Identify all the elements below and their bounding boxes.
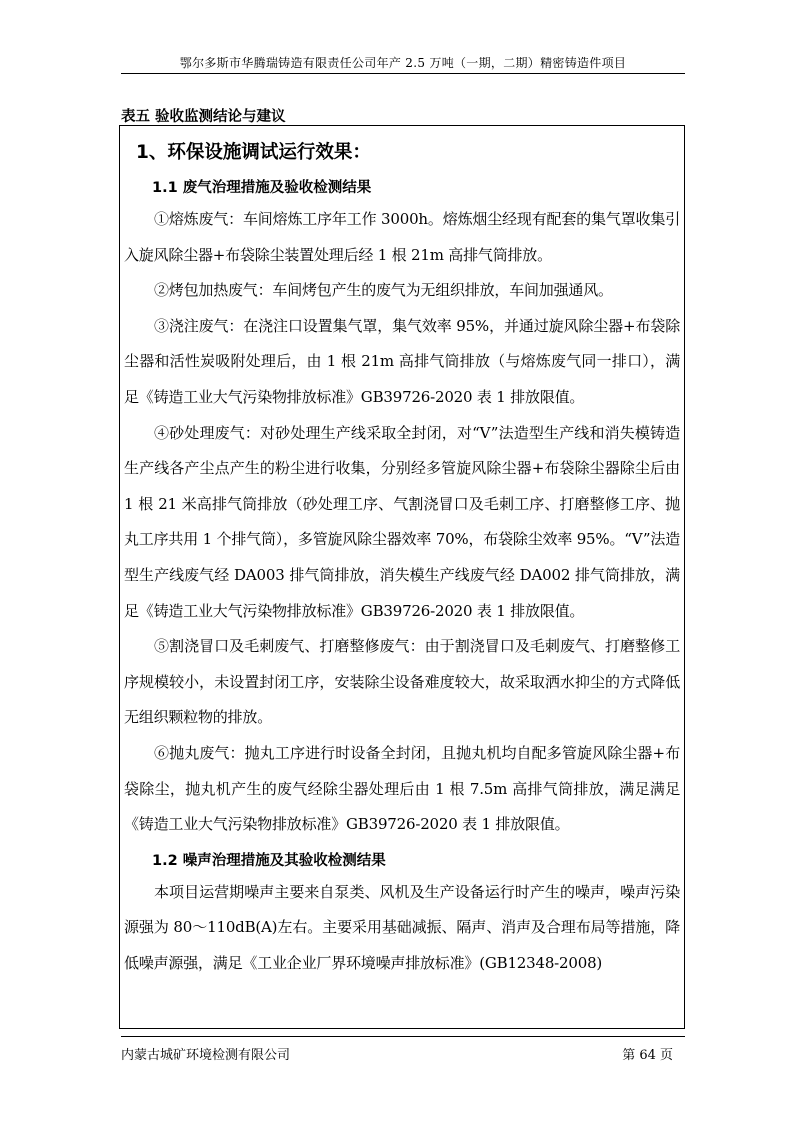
paragraph-gate-burr-grinding-gas: ⑤割浇冒口及毛刺废气、打磨整修废气：由于割浇冒口及毛刺废气、打磨整修工序规模较小，未设置封闭工序，安装除尘设备难度较大，故采取洒水抑尘的方式降低无组织颗粒物的排放。 [124, 637, 680, 727]
paragraph-noise: 本项目运营期噪声主要来自泵类、风机及生产设备运行时产生的噪声，噪声污染源强为 80～110dB(A)左右。主要采用基础减振、隔声、消声及合理布局等措施，降低噪声源强，满足《工业企业厂界环境噪声排放标准》(GB12348-2008) [124, 882, 680, 972]
subheading-exhaust-gas: 1.1 废气治理措施及验收检测结果 [152, 180, 372, 196]
content-box [119, 125, 685, 1029]
subheading-noise: 1.2 噪声治理措施及其验收检测结果 [152, 852, 386, 869]
page-number: 第 64 页 [622, 1048, 673, 1063]
footer-rule [121, 1036, 685, 1037]
footer-company: 内蒙古城矿环境检测有限公司 [121, 1048, 291, 1063]
paragraph-ladle-heating-gas: ②烤包加热废气：车间烤包产生的废气为无组织排放，车间加强通风。 [154, 281, 613, 300]
heading-environmental-facilities: 1、环保设施调试运行效果： [136, 142, 371, 163]
paragraph-sand-processing-gas: ④砂处理废气：对砂处理生产线采取全封闭，对“V”法造型生产线和消失模铸造生产线各产尘点产生的粉尘进行收集，分别经多管旋风除尘器+布袋除尘器除尘后由 1 根 21 米高排气筒排放（砂处理工序、气割浇冒口及毛刺工序、打磨整修工序、抛丸工序共用 1 个排气筒），多管旋风除尘器效率 70%，布袋除尘效率 95%。“V”法造型生产线废气经 DA003 排气筒排放，消失模生产线废气经 DA002 排气筒排放，满足《铸造工业大气污染物排放标准》GB39726-2020 表 1 排放限值。 [124, 423, 680, 620]
content-body [120, 126, 684, 981]
paragraph-pouring-gas: ③浇注废气：在浇注口设置集气罩，集气效率 95%，并通过旋风除尘器+布袋除尘器和活性炭吸附处理后，由 1 根 21m 高排气筒排放（与熔炼废气同一排口），满足《铸造工业大气污染物排放标准》GB39726-2020 表 1 排放限值。 [124, 316, 680, 406]
running-header: 鄂尔多斯市华腾瑞铸造有限责任公司年产 2.5 万吨（一期，二期）精密铸造件项目 [179, 56, 627, 70]
paragraph-shot-blasting-gas: ⑥抛丸废气：抛丸工序进行时设备全封闭，且抛丸机均自配多管旋风除尘器+布袋除尘，抛丸机产生的废气经除尘器处理后由 1 根 7.5m 高排气筒排放，满足满足《铸造工业大气污染物排放标准》GB39726-2020 表 1 排放限值。 [124, 743, 680, 834]
section-title: 表五 验收监测结论与建议 [121, 109, 286, 125]
header-rule [121, 73, 685, 74]
paragraph-smelting-gas: ①熔炼废气：车间熔炼工序年工作 3000h。熔炼烟尘经现有配套的集气罩收集引入旋风除尘器+布袋除尘装置处理后经 1 根 21m 高排气筒排放。 [124, 210, 680, 264]
